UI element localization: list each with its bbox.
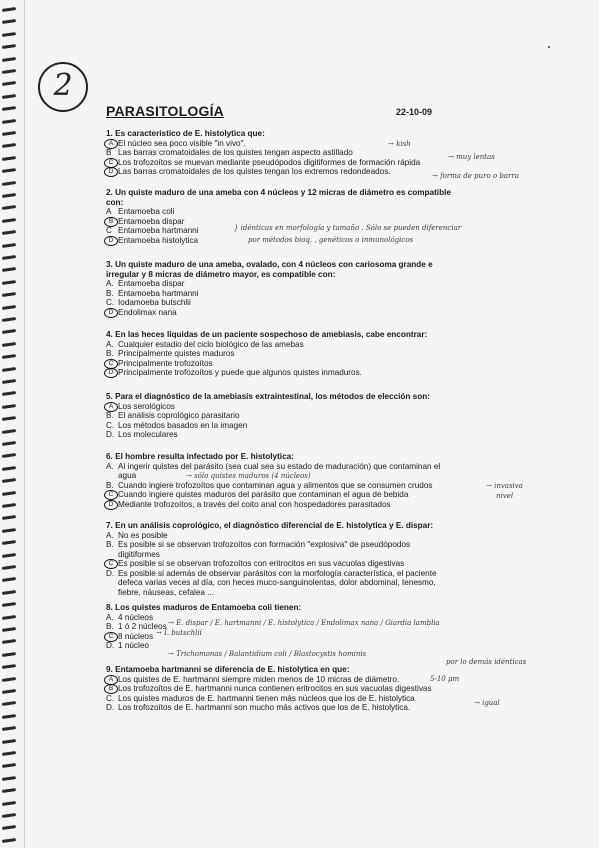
option-text: Cualquier estadio del ciclo biológico de las amebas bbox=[118, 339, 304, 349]
handwritten-note: por métodos bioq. , genéticos o inmunológicos bbox=[248, 236, 414, 244]
binding-ring bbox=[2, 243, 16, 248]
option-text: Mediante trofozoítos, a través del coito anal con hospedadores parasitados bbox=[118, 499, 391, 509]
binding-ring bbox=[2, 701, 16, 706]
question-text: 4. En las heces líquidas de un paciente sospechoso de amebiasis, cabe encontrar: bbox=[106, 330, 428, 339]
spiral-binding bbox=[0, 0, 22, 848]
binding-ring bbox=[2, 181, 16, 186]
option-text: Principalmente quistes maduros bbox=[118, 349, 235, 358]
binding-ring bbox=[2, 528, 16, 533]
circled-option-letter: D bbox=[104, 308, 118, 318]
circled-option-letter: A bbox=[104, 139, 118, 149]
answer-option bbox=[106, 298, 516, 308]
option-letter: B. bbox=[106, 411, 114, 420]
binding-ring bbox=[2, 491, 16, 496]
binding-ring bbox=[2, 453, 16, 458]
binding-ring bbox=[2, 763, 16, 768]
binding-ring bbox=[2, 193, 16, 198]
answer-option bbox=[106, 139, 516, 149]
option-text: 4 núcleos bbox=[118, 612, 154, 622]
option-letter: D. bbox=[106, 641, 115, 650]
question-text: 9. Entamoeba hartmanni se diferencia de E. histolytica en que: bbox=[106, 665, 350, 674]
option-letter: C. bbox=[106, 298, 115, 307]
option-letter: C. bbox=[106, 693, 115, 703]
binding-ring bbox=[2, 429, 16, 434]
handwritten-note: nivel bbox=[496, 492, 514, 500]
binding-ring bbox=[2, 627, 16, 632]
option-text: Es posible si además de observar parásitos con la morfología característica, el paciente defeca varias veces al día, con heces muco-sanguinolentas, dolor abdominal, tenesmo, fiebre, náuseas, cefalea ... bbox=[118, 568, 437, 597]
option-text: Los serológicos bbox=[118, 401, 175, 411]
option-text: Iodamoeba butschlii bbox=[118, 298, 191, 307]
answer-option bbox=[106, 411, 516, 421]
binding-ring bbox=[2, 168, 16, 173]
binding-ring bbox=[2, 205, 16, 210]
question-text: 5. Para el diagnóstico de la amebiasis extraintestinal, los métodos de elección son: bbox=[106, 392, 430, 401]
binding-ring bbox=[2, 342, 16, 347]
option-letter: D. bbox=[106, 430, 115, 439]
answer-option bbox=[106, 490, 516, 500]
option-text: 1 ó 2 núcleos bbox=[118, 622, 167, 631]
option-text: Al ingerir quistes del parásito (sea cual sea su estado de maduración) que contaminan el agua bbox=[118, 461, 441, 480]
option-text: Endolimax nana bbox=[118, 307, 177, 317]
binding-ring bbox=[2, 305, 16, 310]
binding-ring bbox=[2, 726, 16, 731]
binding-ring bbox=[2, 751, 16, 756]
binding-ring bbox=[2, 602, 16, 607]
binding-ring bbox=[2, 156, 16, 161]
option-text: Entamoeba hartmanni bbox=[118, 288, 199, 298]
answer-option bbox=[106, 430, 516, 440]
binding-ring bbox=[2, 565, 16, 570]
answer-option bbox=[106, 559, 516, 569]
option-letter: B. bbox=[106, 288, 114, 298]
handwritten-note: → kish bbox=[388, 140, 411, 148]
answer-option bbox=[106, 308, 516, 318]
option-text: Es posible si se observan trofozoítos con eritrocitos en sus vacuolas digestivas bbox=[118, 559, 405, 568]
option-letter: A. bbox=[106, 612, 114, 622]
option-letter: C. bbox=[106, 420, 115, 430]
option-text: Los trofozoítos se muevan mediante pseudópodos digitiformes de formación rápida bbox=[118, 157, 421, 167]
question-block bbox=[106, 260, 516, 317]
answer-option bbox=[106, 421, 516, 431]
circled-option-letter: C bbox=[104, 490, 118, 500]
binding-ring bbox=[2, 416, 16, 421]
option-text: Las barras cromatoidales de los quistes tengan aspecto astillado bbox=[118, 148, 353, 157]
binding-ring bbox=[2, 329, 16, 334]
answer-option bbox=[106, 279, 516, 289]
option-text: El núcleo sea poco visible "in vivo". bbox=[118, 138, 246, 148]
binding-ring bbox=[2, 590, 16, 595]
option-letter: A. bbox=[106, 339, 114, 349]
circled-option-letter: C bbox=[104, 359, 118, 369]
option-letter: D. bbox=[106, 568, 115, 578]
binding-ring bbox=[2, 354, 16, 359]
binding-ring bbox=[2, 7, 16, 12]
question-text: 7. En un análisis coprológico, el diagnóstico diferencial de E. histolytica y E. dispar: bbox=[106, 521, 434, 530]
binding-ring bbox=[2, 441, 16, 446]
binding-ring bbox=[2, 379, 16, 384]
option-text: Los trofozoítos de E. hartmanni son mucho más activos que los de E. histolytica. bbox=[118, 703, 411, 712]
answer-option bbox=[106, 531, 516, 541]
margin-line bbox=[24, 0, 25, 848]
option-letter: B. bbox=[106, 622, 114, 631]
question-block bbox=[106, 330, 516, 378]
option-letter: D. bbox=[106, 703, 115, 712]
circled-option-letter: D bbox=[104, 500, 118, 510]
circled-option-letter: C bbox=[104, 158, 118, 168]
binding-ring bbox=[2, 44, 16, 49]
binding-ring bbox=[2, 119, 16, 124]
option-text: Entamoeba coli bbox=[118, 207, 175, 216]
binding-ring bbox=[2, 32, 16, 37]
binding-ring bbox=[2, 317, 16, 322]
binding-ring bbox=[2, 404, 16, 409]
circled-option-letter: C bbox=[104, 559, 118, 569]
option-letter: A bbox=[106, 207, 112, 216]
option-text: Entamoeba dispar bbox=[118, 279, 185, 288]
option-text: 8 núcleos bbox=[118, 631, 154, 641]
option-text: Principalmente trofozoítos bbox=[118, 358, 213, 368]
binding-ring bbox=[2, 677, 16, 682]
binding-ring bbox=[2, 739, 16, 744]
binding-ring bbox=[2, 515, 16, 520]
binding-ring bbox=[2, 664, 16, 669]
option-text: Cuando ingiere quistes maduros del parásito que contaminan el agua de bebida bbox=[118, 490, 409, 499]
option-text: Los métodos basados en la imagen bbox=[118, 420, 248, 430]
handwritten-note: → invasiva bbox=[486, 482, 523, 490]
answer-option bbox=[106, 684, 516, 694]
question-block bbox=[106, 452, 516, 509]
option-text: Entamoeba hartmanni bbox=[118, 226, 199, 235]
option-text: Cuando ingiere trofozoítos que contaminan agua y alimentos que se consumen crudos bbox=[118, 480, 433, 490]
option-text: Los trofozoítos de E. hartmanni nunca contienen eritrocitos en sus vacuolas digestivas bbox=[118, 684, 432, 693]
handwritten-note: por lo demás idénticas bbox=[446, 658, 527, 666]
option-text: No es posible bbox=[118, 530, 168, 540]
binding-ring bbox=[2, 391, 16, 396]
answer-option bbox=[106, 703, 516, 713]
answer-option bbox=[106, 569, 516, 598]
circled-option-letter: D bbox=[104, 368, 118, 378]
answer-option bbox=[106, 402, 516, 412]
binding-ring bbox=[2, 838, 16, 843]
handwritten-note: → forma de puro o barra bbox=[432, 172, 519, 180]
binding-ring bbox=[2, 615, 16, 620]
handwritten-note: 5-10 μm bbox=[430, 675, 460, 683]
answer-option bbox=[106, 481, 516, 491]
answer-option bbox=[106, 462, 516, 481]
binding-ring bbox=[2, 652, 16, 657]
question-text: 2. Un quiste maduro de una ameba con 4 núcleos y 12 micras de diámetro es compatible con: bbox=[106, 188, 451, 207]
option-letter: A. bbox=[106, 530, 114, 540]
binding-ring bbox=[2, 143, 16, 148]
option-text: Los quistes de E. hartmanni siempre miden menos de 10 micras de diámetro. bbox=[118, 674, 400, 684]
question-text: 1. Es característico de E. histolytica que: bbox=[106, 129, 265, 138]
option-letter: A. bbox=[106, 279, 114, 288]
circled-option-letter: D bbox=[104, 236, 118, 246]
option-text: Los moleculares bbox=[118, 430, 178, 439]
binding-ring bbox=[2, 19, 16, 24]
circled-option-letter: A bbox=[104, 675, 118, 685]
option-text: Entamoeba histolytica bbox=[118, 235, 199, 245]
option-text: Entamoeba dispar bbox=[118, 216, 185, 226]
circled-option-letter: A bbox=[104, 402, 118, 412]
question-block bbox=[106, 521, 516, 597]
option-letter: B bbox=[106, 148, 112, 157]
binding-ring bbox=[2, 280, 16, 285]
question-text: 8. Los quistes maduros de Entamoeba coli tienen: bbox=[106, 603, 302, 612]
binding-ring bbox=[2, 639, 16, 644]
binding-ring bbox=[2, 81, 16, 86]
answer-option bbox=[106, 500, 516, 510]
binding-ring bbox=[2, 367, 16, 372]
circled-option-letter: B bbox=[104, 217, 118, 227]
binding-ring bbox=[2, 218, 16, 223]
binding-ring bbox=[2, 69, 16, 74]
handwritten-note: → sólo quistes maduros (4 núcleos) bbox=[186, 472, 311, 480]
answer-option bbox=[106, 368, 516, 378]
handwritten-note: → Trichomonas / Balantidium coli / Blastocystis hominis bbox=[168, 650, 367, 658]
binding-ring bbox=[2, 57, 16, 62]
binding-ring bbox=[2, 267, 16, 272]
binding-ring bbox=[2, 131, 16, 136]
page-number-circled: 2 bbox=[38, 62, 88, 112]
binding-ring bbox=[2, 577, 16, 582]
option-letter: A. bbox=[106, 461, 114, 471]
answer-option bbox=[106, 349, 516, 359]
option-text: Es posible si se observan trofozoítos con formación "explosiva" de pseudópodos digitiformes bbox=[118, 540, 411, 559]
binding-ring bbox=[2, 813, 16, 818]
question-text: 6. El hombre resulta infectado por E. histolytica: bbox=[106, 452, 294, 461]
binding-ring bbox=[2, 255, 16, 260]
question-block bbox=[106, 665, 516, 713]
question-text: 3. Un quiste maduro de una ameba, ovalado, con 4 núcleos con cariosoma grande e irregular y 8 micras de diámetro mayor, es compatible con: bbox=[106, 260, 433, 279]
option-text: 1 núcleo bbox=[118, 641, 149, 650]
binding-ring bbox=[2, 478, 16, 483]
binding-ring bbox=[2, 292, 16, 297]
binding-ring bbox=[2, 230, 16, 235]
answer-option bbox=[106, 289, 516, 299]
handwritten-note: → muy lentas bbox=[448, 153, 495, 161]
option-text: Las barras cromatoidales de los quistes tengan los extremos redondeados. bbox=[118, 167, 391, 176]
answer-option bbox=[106, 340, 516, 350]
answer-option bbox=[106, 540, 516, 559]
handwritten-note: → E. dispar / E. hartmanni / E. histolytica / Endolimax nana / Giardia lamblia bbox=[168, 619, 440, 627]
scan-dot bbox=[548, 46, 550, 48]
date: 22-10-09 bbox=[396, 107, 433, 117]
binding-ring bbox=[2, 776, 16, 781]
answer-option bbox=[106, 207, 516, 217]
option-text: El análisis coprológico parasitario bbox=[118, 411, 240, 420]
answer-option bbox=[106, 359, 516, 369]
option-text: Principalmente trofozoítos y puede que algunos quistes inmaduros. bbox=[118, 368, 362, 377]
circled-option-letter: B bbox=[104, 684, 118, 694]
binding-ring bbox=[2, 106, 16, 111]
option-letter: C bbox=[106, 226, 112, 235]
answer-option bbox=[106, 694, 516, 704]
option-letter: B. bbox=[106, 349, 114, 358]
binding-ring bbox=[2, 825, 16, 830]
binding-ring bbox=[2, 503, 16, 508]
binding-ring bbox=[2, 466, 16, 471]
binding-ring bbox=[2, 94, 16, 99]
handwritten-note: → igual bbox=[474, 699, 500, 707]
circled-option-letter: D bbox=[104, 167, 118, 177]
binding-ring bbox=[2, 801, 16, 806]
binding-ring bbox=[2, 788, 16, 793]
option-letter: B. bbox=[106, 480, 114, 490]
page-title: PARASITOLOGÍA bbox=[106, 103, 224, 119]
circled-option-letter: C bbox=[104, 632, 118, 642]
option-letter: B. bbox=[106, 540, 114, 549]
binding-ring bbox=[2, 689, 16, 694]
handwritten-note: → I. butschlii bbox=[156, 629, 202, 637]
binding-ring bbox=[2, 714, 16, 719]
question-block bbox=[106, 392, 516, 440]
binding-ring bbox=[2, 540, 16, 545]
handwritten-note: } idénticas en morfología y tamaño . Sólo se pueden diferenciar bbox=[234, 224, 462, 232]
option-text: Los quistes maduros de E. hartmanni tienen más núcleos que los de E. histolytica bbox=[118, 693, 415, 703]
binding-ring bbox=[2, 553, 16, 558]
